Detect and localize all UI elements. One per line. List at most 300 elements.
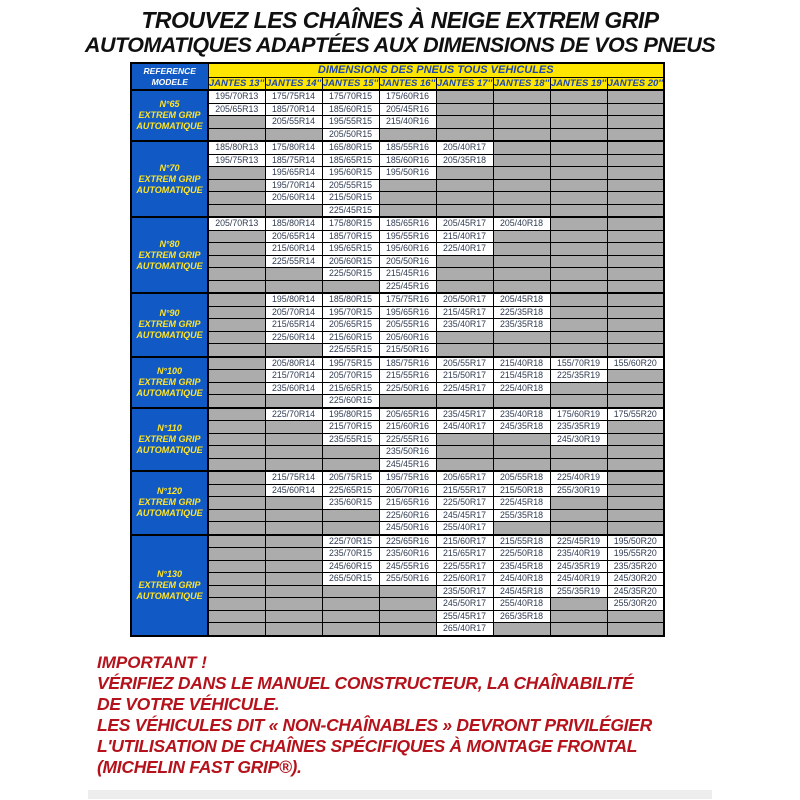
empty-cell <box>607 204 664 217</box>
tire-size-cell: 225/45R19 <box>550 535 607 548</box>
tire-size-cell: 205/45R17 <box>436 217 493 230</box>
tire-size-cell: 195/60R16 <box>379 243 436 256</box>
tire-size-cell: 245/45R18 <box>493 585 550 598</box>
tire-size-cell: 195/65R14 <box>265 167 322 180</box>
tire-size-cell: 205/80R14 <box>265 357 322 370</box>
tire-size-cell: 185/65R15 <box>322 154 379 167</box>
empty-cell <box>265 344 322 357</box>
model-label: EXTREM GRIP <box>138 249 201 260</box>
tire-size-cell: 215/40R17 <box>436 230 493 243</box>
model-label: N°70 <box>159 162 180 173</box>
empty-cell <box>265 446 322 459</box>
tire-size-cell: 265/40R17 <box>436 623 493 636</box>
empty-cell <box>607 446 664 459</box>
model-reference-cell <box>131 408 208 472</box>
empty-cell <box>322 509 379 522</box>
empty-cell <box>208 293 265 306</box>
tire-size-cell: 235/40R17 <box>436 319 493 332</box>
empty-cell <box>265 573 322 586</box>
table-row <box>131 573 664 586</box>
notice-line: VÉRIFIEZ DANS LE MANUEL CONSTRUCTEUR, LA CHAÎNABILITÉ <box>97 673 634 693</box>
table-row <box>131 103 664 116</box>
page-title-line-2: AUTOMATIQUES ADAPTÉES AUX DIMENSIONS DE VOS PNEUS <box>84 33 716 57</box>
tire-size-cell: 205/65R13 <box>208 103 265 116</box>
tire-size-cell: 205/45R16 <box>379 103 436 116</box>
tire-size-cell: 265/35R18 <box>493 610 550 623</box>
empty-cell <box>208 421 265 434</box>
tire-size-cell: 265/50R15 <box>322 573 379 586</box>
tire-size-cell: 195/75R15 <box>322 357 379 370</box>
tire-size-cell: 245/50R17 <box>436 598 493 611</box>
tire-size-cell: 225/40R18 <box>493 382 550 395</box>
empty-cell <box>208 560 265 573</box>
tire-size-cell: 215/50R17 <box>436 370 493 383</box>
reference-model-header <box>131 63 208 90</box>
tire-size-cell: 195/50R16 <box>379 167 436 180</box>
empty-cell <box>322 585 379 598</box>
empty-cell <box>265 548 322 561</box>
tire-size-cell: 225/65R15 <box>322 484 379 497</box>
empty-cell <box>322 610 379 623</box>
table-row <box>131 116 664 129</box>
tire-size-cell: 225/55R16 <box>379 433 436 446</box>
tire-size-cell: 195/80R14 <box>265 293 322 306</box>
empty-cell <box>493 141 550 154</box>
tire-size-cell: 215/65R14 <box>265 319 322 332</box>
tire-size-cell: 215/45R18 <box>493 370 550 383</box>
table-row <box>131 243 664 256</box>
table-row <box>131 408 664 421</box>
empty-cell <box>493 154 550 167</box>
empty-cell <box>493 128 550 141</box>
tire-size-cell: 225/35R19 <box>550 370 607 383</box>
tire-size-cell: 175/75R14 <box>265 90 322 103</box>
empty-cell <box>493 116 550 129</box>
empty-cell <box>607 382 664 395</box>
table-row <box>131 623 664 636</box>
tire-size-cell: 185/75R14 <box>265 154 322 167</box>
table-row <box>131 421 664 434</box>
tire-size-cell: 235/60R14 <box>265 382 322 395</box>
table-row <box>131 497 664 510</box>
empty-cell <box>208 357 265 370</box>
empty-cell <box>493 167 550 180</box>
empty-cell <box>550 458 607 471</box>
empty-cell <box>550 204 607 217</box>
tire-size-cell: 225/45R17 <box>436 382 493 395</box>
model-reference-cell <box>131 217 208 293</box>
tire-size-cell: 205/65R14 <box>265 230 322 243</box>
empty-cell <box>550 446 607 459</box>
empty-cell <box>208 192 265 205</box>
empty-cell <box>436 446 493 459</box>
reference-header-line-2: MODELE <box>151 76 188 87</box>
tire-size-cell: 255/35R18 <box>493 509 550 522</box>
tire-size-cell: 185/80R14 <box>265 217 322 230</box>
table-row <box>131 167 664 180</box>
important-heading: IMPORTANT ! <box>97 653 207 672</box>
tire-size-cell: 205/55R17 <box>436 357 493 370</box>
empty-cell <box>607 128 664 141</box>
tire-size-cell: 235/60R15 <box>322 497 379 510</box>
empty-cell <box>379 128 436 141</box>
tire-size-cell: 215/45R16 <box>379 268 436 281</box>
column-header: JANTES 20'' <box>607 77 663 89</box>
tire-size-cell: 255/45R17 <box>436 610 493 623</box>
empty-cell <box>265 497 322 510</box>
tire-size-cell: 245/30R19 <box>550 433 607 446</box>
tire-size-cell: 225/50R15 <box>322 268 379 281</box>
empty-cell <box>436 192 493 205</box>
tire-size-cell: 225/50R16 <box>379 382 436 395</box>
tire-size-cell: 235/35R19 <box>550 421 607 434</box>
empty-cell <box>607 154 664 167</box>
table-row <box>131 458 664 471</box>
empty-cell <box>322 623 379 636</box>
tire-size-table-wrapper <box>130 62 665 637</box>
table-row <box>131 306 664 319</box>
model-label: AUTOMATIQUE <box>136 121 203 131</box>
tire-size-cell: 235/35R20 <box>607 560 664 573</box>
empty-cell <box>607 293 664 306</box>
empty-cell <box>607 141 664 154</box>
tire-size-cell: 205/70R13 <box>208 217 265 230</box>
empty-cell <box>208 395 265 408</box>
empty-cell <box>550 90 607 103</box>
empty-cell <box>208 585 265 598</box>
tire-size-cell: 215/55R17 <box>436 484 493 497</box>
empty-cell <box>493 433 550 446</box>
empty-cell <box>208 116 265 129</box>
empty-cell <box>379 204 436 217</box>
tire-size-cell: 185/80R13 <box>208 141 265 154</box>
model-label: AUTOMATIQUE <box>136 260 203 271</box>
tire-size-cell: 225/70R15 <box>322 535 379 548</box>
empty-cell <box>550 268 607 281</box>
tire-size-cell: 205/40R17 <box>436 141 493 154</box>
tire-size-cell: 255/50R16 <box>379 573 436 586</box>
tire-size-cell: 195/70R14 <box>265 179 322 192</box>
empty-cell <box>550 331 607 344</box>
model-reference-cell <box>131 141 208 217</box>
table-row <box>131 141 664 154</box>
model-label: EXTREM GRIP <box>138 579 201 590</box>
tire-size-cell: 245/60R14 <box>265 484 322 497</box>
table-body <box>131 90 664 636</box>
model-label: AUTOMATIQUE <box>136 184 203 195</box>
column-header-row <box>131 77 664 90</box>
empty-cell <box>550 522 607 535</box>
tire-size-cell: 215/50R18 <box>493 484 550 497</box>
table-row <box>131 344 664 357</box>
empty-cell <box>436 116 493 129</box>
model-reference-cell <box>131 293 208 357</box>
empty-cell <box>436 179 493 192</box>
empty-cell <box>550 509 607 522</box>
tire-size-cell: 245/30R20 <box>607 573 664 586</box>
tire-size-cell: 205/70R16 <box>379 484 436 497</box>
empty-cell <box>550 306 607 319</box>
empty-cell <box>493 192 550 205</box>
tire-size-cell: 225/60R15 <box>322 395 379 408</box>
model-reference-cell <box>131 90 208 141</box>
bottom-divider <box>88 790 712 799</box>
model-label: EXTREM GRIP <box>138 497 201 508</box>
empty-cell <box>379 598 436 611</box>
model-label: N°90 <box>159 308 180 319</box>
table-row <box>131 154 664 167</box>
empty-cell <box>265 128 322 141</box>
empty-cell <box>493 255 550 268</box>
empty-cell <box>493 243 550 256</box>
tire-size-cell: 165/80R15 <box>322 141 379 154</box>
empty-cell <box>607 319 664 332</box>
tire-size-cell: 235/40R18 <box>493 408 550 421</box>
tire-size-cell: 185/75R16 <box>379 357 436 370</box>
table-row <box>131 484 664 497</box>
tire-size-cell: 175/60R16 <box>379 90 436 103</box>
empty-cell <box>607 344 664 357</box>
dimensions-header: DIMENSIONS DES PNEUS TOUS VEHICULES <box>208 63 664 77</box>
table-row <box>131 268 664 281</box>
model-label: N°110 <box>157 422 182 433</box>
column-header: JANTES 19'' <box>550 77 607 89</box>
tire-size-cell: 215/65R15 <box>322 382 379 395</box>
tire-size-cell: 155/70R19 <box>550 357 607 370</box>
tire-size-cell: 225/60R16 <box>379 509 436 522</box>
notice-line: (MICHELIN FAST GRIP®). <box>97 757 302 777</box>
tire-size-cell: 245/35R19 <box>550 560 607 573</box>
page-title-line-1: TROUVEZ LES CHAÎNES À NEIGE EXTREM GRIP <box>141 7 659 33</box>
tire-size-cell: 225/45R15 <box>322 204 379 217</box>
table-row <box>131 610 664 623</box>
table-row <box>131 357 664 370</box>
tire-size-cell: 205/55R15 <box>322 179 379 192</box>
empty-cell <box>550 623 607 636</box>
empty-cell <box>208 446 265 459</box>
empty-cell <box>550 382 607 395</box>
tire-size-cell: 205/40R18 <box>493 217 550 230</box>
empty-cell <box>208 458 265 471</box>
empty-cell <box>607 623 664 636</box>
column-header: JANTES 15'' <box>322 77 379 89</box>
tire-size-cell: 185/65R16 <box>379 217 436 230</box>
empty-cell <box>265 421 322 434</box>
empty-cell <box>607 331 664 344</box>
tire-size-cell: 215/55R16 <box>379 370 436 383</box>
empty-cell <box>607 370 664 383</box>
table-row <box>131 255 664 268</box>
empty-cell <box>208 243 265 256</box>
empty-cell <box>208 179 265 192</box>
empty-cell <box>493 280 550 293</box>
empty-cell <box>208 484 265 497</box>
empty-cell <box>265 458 322 471</box>
reference-header-line-1: REFERENCE <box>143 65 196 76</box>
empty-cell <box>607 497 664 510</box>
tire-size-cell: 215/60R14 <box>265 243 322 256</box>
table-row <box>131 204 664 217</box>
empty-cell <box>436 280 493 293</box>
tire-size-cell: 225/40R17 <box>436 243 493 256</box>
empty-cell <box>550 497 607 510</box>
tire-size-cell: 175/75R16 <box>379 293 436 306</box>
empty-cell <box>550 116 607 129</box>
tire-size-cell: 205/70R14 <box>265 306 322 319</box>
tire-size-cell: 255/40R17 <box>436 522 493 535</box>
column-header: JANTES 13'' <box>208 77 265 89</box>
tire-size-cell: 215/65R16 <box>379 497 436 510</box>
tire-size-cell: 215/75R14 <box>265 471 322 484</box>
empty-cell <box>607 610 664 623</box>
tire-size-cell: 205/50R15 <box>322 128 379 141</box>
empty-cell <box>493 395 550 408</box>
empty-cell <box>550 255 607 268</box>
tire-size-cell: 255/30R20 <box>607 598 664 611</box>
model-label: AUTOMATIQUE <box>136 590 203 601</box>
empty-cell <box>607 243 664 256</box>
tire-size-cell: 225/65R16 <box>379 535 436 548</box>
model-label: EXTREM GRIP <box>138 173 201 184</box>
tire-size-cell: 225/55R14 <box>265 255 322 268</box>
empty-cell <box>265 598 322 611</box>
empty-cell <box>493 458 550 471</box>
empty-cell <box>436 103 493 116</box>
empty-cell <box>208 573 265 586</box>
tire-size-cell: 215/60R15 <box>322 331 379 344</box>
empty-cell <box>436 90 493 103</box>
tire-size-cell: 185/80R15 <box>322 293 379 306</box>
model-label: N°100 <box>156 365 183 376</box>
tire-size-cell: 225/70R14 <box>265 408 322 421</box>
model-label: EXTREM GRIP <box>138 376 201 387</box>
model-label: N°80 <box>159 238 180 249</box>
empty-cell <box>493 179 550 192</box>
empty-cell <box>493 344 550 357</box>
tire-size-cell: 205/55R18 <box>493 471 550 484</box>
tire-size-cell: 185/70R15 <box>322 230 379 243</box>
empty-cell <box>607 522 664 535</box>
tire-size-cell: 175/80R14 <box>265 141 322 154</box>
empty-cell <box>265 623 322 636</box>
empty-cell <box>607 471 664 484</box>
tire-size-cell: 255/35R19 <box>550 585 607 598</box>
model-label: AUTOMATIQUE <box>136 508 203 519</box>
tire-size-cell: 205/60R16 <box>379 331 436 344</box>
notice-line: LES VÉHICULES DIT « NON-CHAÎNABLES » DEVRONT PRIVILÉGIER <box>97 715 652 735</box>
empty-cell <box>208 433 265 446</box>
empty-cell <box>550 167 607 180</box>
table-row <box>131 370 664 383</box>
tire-size-cell: 215/40R16 <box>379 116 436 129</box>
tire-size-cell: 215/45R17 <box>436 306 493 319</box>
tire-size-cell: 195/50R20 <box>607 535 664 548</box>
empty-cell <box>607 116 664 129</box>
column-header: JANTES 14'' <box>265 77 322 89</box>
tire-size-cell: 245/35R20 <box>607 585 664 598</box>
empty-cell <box>607 192 664 205</box>
empty-cell <box>208 128 265 141</box>
empty-cell <box>550 128 607 141</box>
empty-cell <box>607 484 664 497</box>
empty-cell <box>379 610 436 623</box>
empty-cell <box>265 268 322 281</box>
empty-cell <box>493 204 550 217</box>
empty-cell <box>493 103 550 116</box>
empty-cell <box>379 623 436 636</box>
empty-cell <box>265 395 322 408</box>
model-reference-cell <box>131 471 208 535</box>
empty-cell <box>550 319 607 332</box>
tire-size-cell: 215/50R15 <box>322 192 379 205</box>
empty-cell <box>493 268 550 281</box>
empty-cell <box>550 154 607 167</box>
empty-cell <box>322 598 379 611</box>
empty-cell <box>607 179 664 192</box>
tire-size-cell: 185/60R15 <box>322 103 379 116</box>
empty-cell <box>208 509 265 522</box>
table-row <box>131 331 664 344</box>
empty-cell <box>607 90 664 103</box>
table-row <box>131 90 664 103</box>
tire-size-cell: 215/70R15 <box>322 421 379 434</box>
empty-cell <box>550 217 607 230</box>
empty-cell <box>208 497 265 510</box>
table-row <box>131 560 664 573</box>
tire-size-cell: 195/60R15 <box>322 167 379 180</box>
empty-cell <box>436 268 493 281</box>
tire-size-cell: 195/75R13 <box>208 154 265 167</box>
empty-cell <box>265 280 322 293</box>
tire-size-cell: 175/70R15 <box>322 90 379 103</box>
empty-cell <box>607 217 664 230</box>
tire-size-cell: 235/45R17 <box>436 408 493 421</box>
tire-size-cell: 245/50R16 <box>379 522 436 535</box>
tire-size-cell: 215/55R18 <box>493 535 550 548</box>
empty-cell <box>607 103 664 116</box>
empty-cell <box>550 610 607 623</box>
empty-cell <box>493 446 550 459</box>
tire-size-cell: 225/55R17 <box>436 560 493 573</box>
empty-cell <box>550 243 607 256</box>
table-row <box>131 319 664 332</box>
tire-size-cell: 205/45R18 <box>493 293 550 306</box>
empty-cell <box>607 458 664 471</box>
tire-size-cell: 245/55R16 <box>379 560 436 573</box>
tire-size-cell: 205/60R14 <box>265 192 322 205</box>
tire-size-cell: 155/60R20 <box>607 357 664 370</box>
empty-cell <box>436 395 493 408</box>
tire-size-cell: 215/50R16 <box>379 344 436 357</box>
tire-size-cell: 235/45R18 <box>493 560 550 573</box>
empty-cell <box>208 598 265 611</box>
empty-cell <box>322 280 379 293</box>
tire-size-cell: 185/70R14 <box>265 103 322 116</box>
column-header: JANTES 18'' <box>493 77 550 89</box>
table-row <box>131 548 664 561</box>
tire-size-cell: 225/60R14 <box>265 331 322 344</box>
empty-cell <box>208 522 265 535</box>
important-notice <box>97 652 652 778</box>
empty-cell <box>550 598 607 611</box>
empty-cell <box>550 230 607 243</box>
tire-size-cell: 195/65R16 <box>379 306 436 319</box>
empty-cell <box>208 535 265 548</box>
tire-size-cell: 205/70R15 <box>322 370 379 383</box>
empty-cell <box>436 167 493 180</box>
table-row <box>131 179 664 192</box>
tire-size-cell: 175/60R19 <box>550 408 607 421</box>
